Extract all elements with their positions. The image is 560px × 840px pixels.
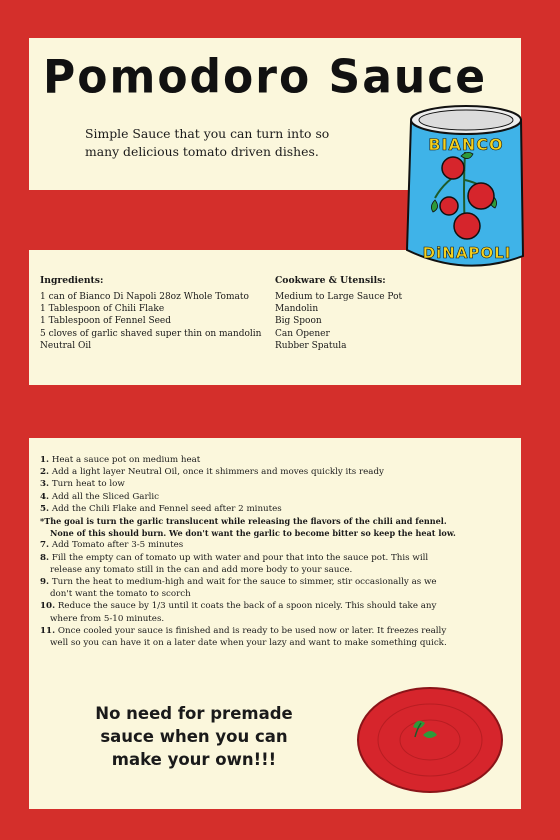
ingredients-heading: Ingredients: (40, 275, 104, 286)
step-text-continued: well so you can have it on a later date when your lazy and want to make something quick. (50, 638, 447, 649)
step-text: Turn the heat to medium-high and wait for the sauce to simmer, stir occasionally as we (51, 577, 437, 588)
step-number: 2. (40, 467, 50, 478)
step-item (40, 625, 516, 649)
ingredient-item: 1 Tablespoon of Fennel Seed (40, 316, 172, 327)
can-label-top: BIANCO (428, 135, 504, 154)
cookware-list (275, 291, 402, 352)
recipe-subtitle: Simple Sauce that you can turn into so many delicious tomato driven dishes. (85, 126, 330, 159)
ingredients-list (40, 291, 261, 352)
tomato-sauce-icon (355, 685, 505, 795)
step-text: Add all the Sliced Garlic (51, 491, 160, 502)
step-text: Add Tomato after 3-5 minutes (51, 540, 184, 551)
cookware-item: Big Spoon (275, 316, 322, 327)
ingredient-item: 1 Tablespoon of Chili Flake (40, 304, 165, 315)
step-item (40, 478, 516, 490)
tagline: No need for premade sauce when you can make your own!!! (95, 704, 293, 769)
step-text: Turn heat to low (51, 479, 125, 490)
cookware-item: Can Opener (275, 328, 330, 339)
step-number: 7. (40, 540, 50, 551)
step-number: 8. (40, 552, 50, 563)
step-number: 10. (40, 601, 56, 612)
step-text-continued: release any tomato still in the can and add more body to your sauce. (50, 564, 353, 575)
ingredient-item: 5 cloves of garlic shaved super thin on mandolin (40, 328, 262, 339)
step-text: Add a light layer Neutral Oil, once it shimmers and moves quickly its ready (51, 467, 384, 478)
step-item (40, 491, 516, 503)
tomato-can-icon (405, 100, 527, 272)
step-number: 3. (40, 479, 50, 490)
note-line: None of this should burn. We don't want the garlic to become bitter so keep the heat low. (50, 528, 456, 539)
ingredient-item: 1 can of Bianco Di Napoli 28oz Whole Tomato (40, 292, 249, 302)
cookware-heading: Cookware & Utensils: (275, 275, 386, 286)
step-number: 4. (40, 491, 50, 502)
step-item (40, 539, 516, 551)
step-number: 11. (40, 625, 56, 636)
step-item (40, 576, 516, 600)
step-text-continued: where from 5-10 minutes. (50, 613, 165, 624)
step-text: Once cooled your sauce is finished and is ready to be used now or later. It freezes really (57, 625, 447, 636)
step-text-continued: don't want the tomato to scorch (50, 589, 191, 600)
step-text: Fill the empty can of tomato up with water and pour that into the sauce pot. This will (51, 552, 429, 563)
step-number: 1. (40, 455, 50, 465)
step-item (40, 552, 516, 576)
step-item (40, 503, 516, 515)
step-item (40, 600, 516, 624)
step-item (40, 466, 516, 478)
instructions-list (40, 454, 516, 649)
step-number: 9. (40, 577, 50, 588)
step-item (40, 454, 516, 466)
step-text: Reduce the sauce by 1/3 until it coats the back of a spoon nicely. This should take any (57, 601, 437, 612)
can-label-bottom: DiNAPOLI (422, 244, 512, 262)
note-line: *The goal is turn the garlic translucent while releasing the flavors of the chili and fennel. (40, 516, 447, 527)
cookware-item: Medium to Large Sauce Pot (275, 292, 403, 302)
cookware-item: Rubber Spatula (275, 340, 347, 351)
garlic-note (40, 515, 516, 539)
cookware-item: Mandolin (275, 304, 319, 315)
ingredient-item: Neutral Oil (40, 340, 92, 351)
page-title: Pomodoro Sauce (43, 50, 488, 105)
step-number: 5. (40, 503, 50, 514)
step-text: Heat a sauce pot on medium heat (51, 455, 201, 465)
step-text: Add the Chili Flake and Fennel seed after 2 minutes (51, 503, 282, 514)
